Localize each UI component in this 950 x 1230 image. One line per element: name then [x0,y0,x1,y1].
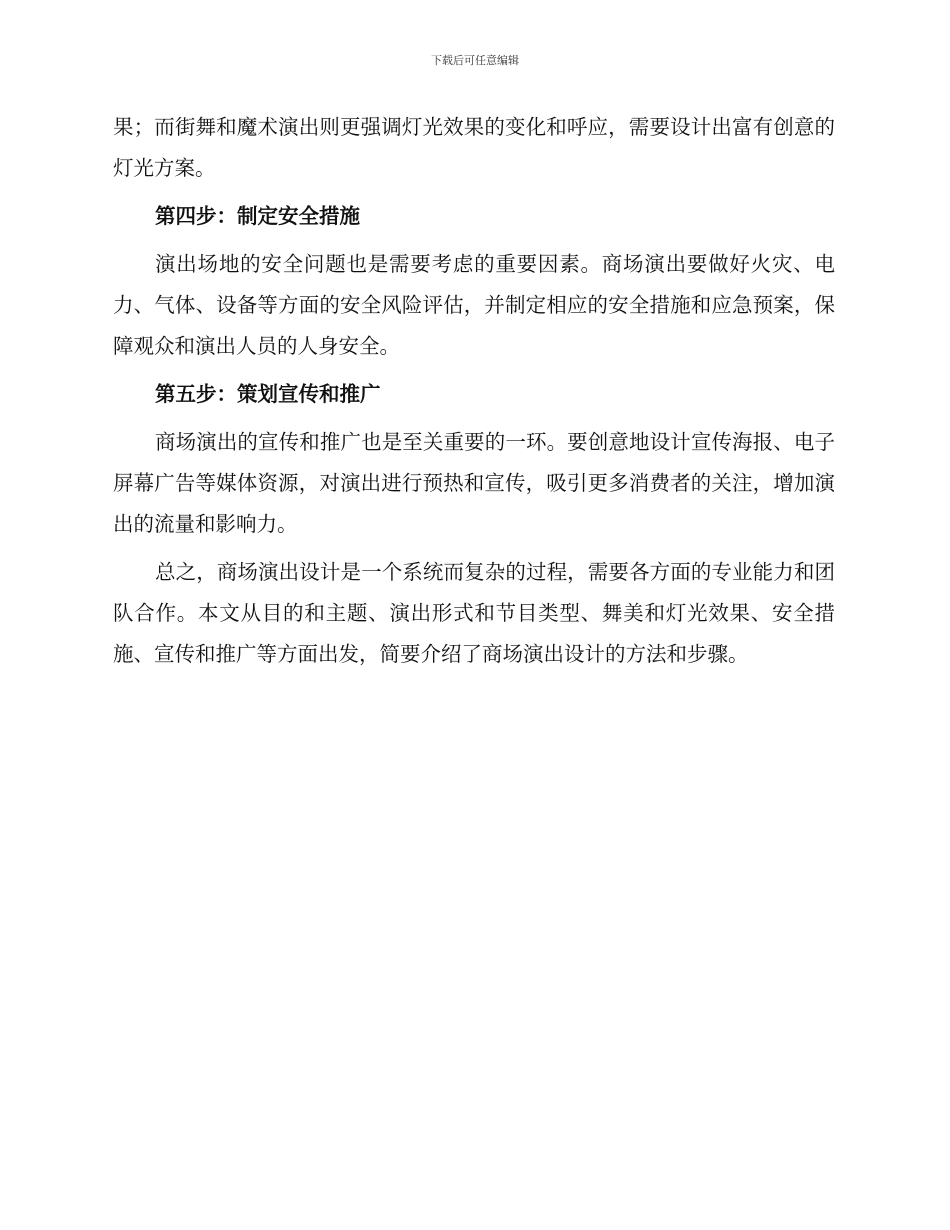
document-body [113,107,835,682]
step-4-paragraph: 演出场地的安全问题也是需要考虑的重要因素。商场演出要做好火灾、电力、气体、设备等方面的安全风险评估，并制定相应的安全措施和应急预案，保障观众和演出人员的人身安全。 [113,252,835,358]
step-5-heading: 第五步：策划宣传和推广 [155,382,381,406]
step-5-paragraph: 商场演出的宣传和推广也是至关重要的一环。要创意地设计宣传海报、电子屏幕广告等媒体资源，对演出进行预热和宣传，吸引更多消费者的关注，增加演出的流量和影响力。 [113,430,835,536]
page-header: 下载后可任意编辑 [431,54,519,67]
continuation-paragraph: 果；而街舞和魔术演出则更强调灯光效果的变化和呼应，需要设计出富有创意的灯光方案。 [113,115,835,180]
step-4-heading: 第四步：制定安全措施 [155,204,360,228]
conclusion-paragraph: 总之，商场演出设计是一个系统而复杂的过程，需要各方面的专业能力和团队合作。本文从目的和主题、演出形式和节目类型、舞美和灯光效果、安全措施、宣传和推广等方面出发，简要介绍了商场演出设计的方法和步骤。 [113,560,835,666]
